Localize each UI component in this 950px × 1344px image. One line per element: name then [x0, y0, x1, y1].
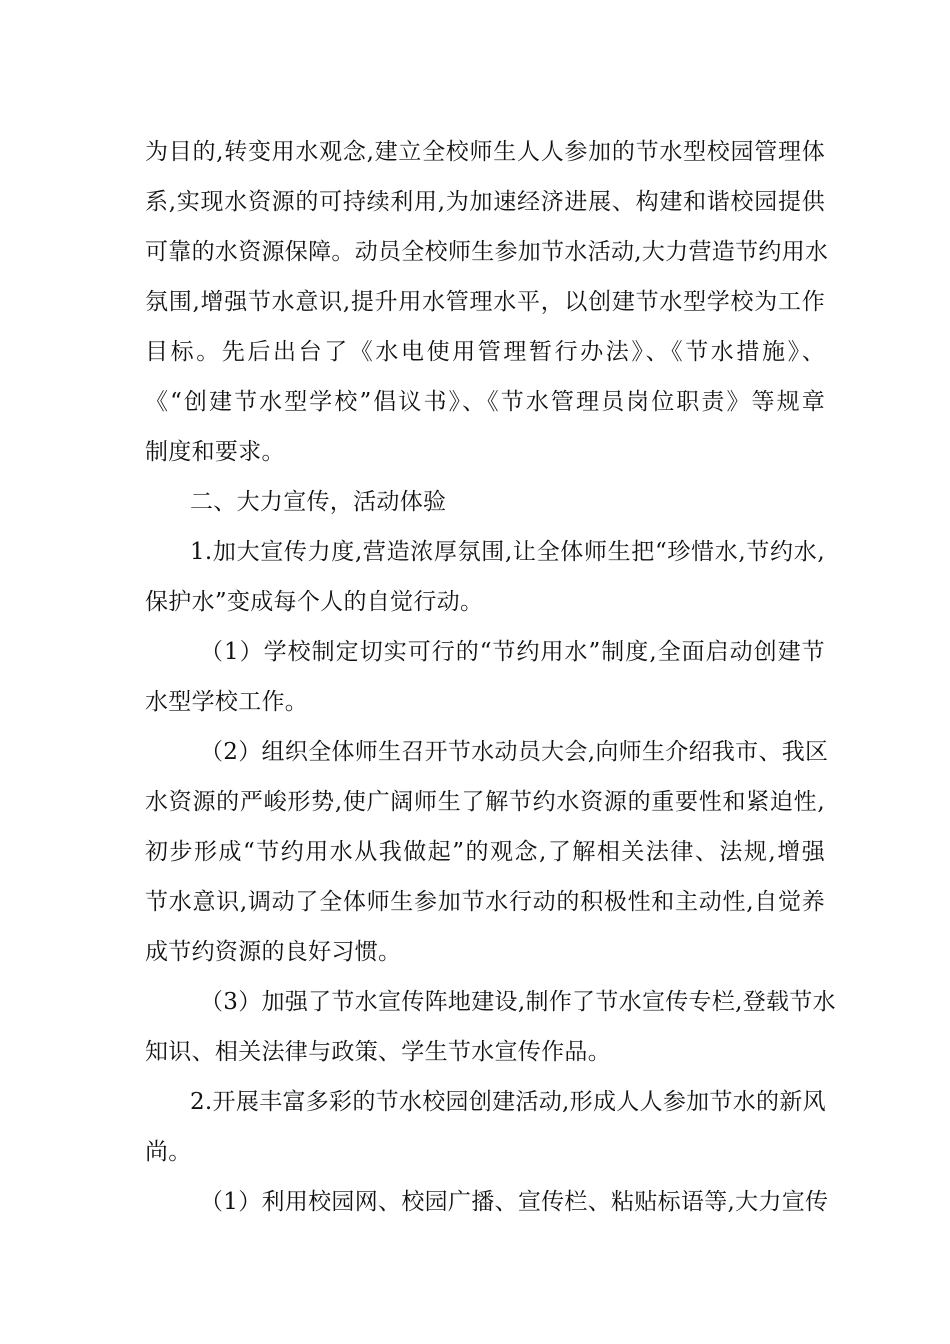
body-text-line: 系,实现水资源的可持续利用,为加速经济进展、构建和谐校园提供 [145, 189, 825, 215]
body-text-line: 节水意识,调动了全体师生参加节水行动的积极性和主动性,自觉养 [145, 889, 825, 915]
body-text-line: 初步形成“节约用水从我做起”的观念,了解相关法律、法规,增强 [145, 839, 825, 865]
body-text-line: （2）组织全体师生召开节水动员大会,向师生介绍我市、我区 [200, 739, 829, 765]
body-text-line: （3）加强了节水宣传阵地建设,制作了节水宣传专栏,登载节水 [200, 989, 836, 1015]
body-text-line: 《“创建节水型学校”倡议书》、《节水管理员岗位职责》等规章 [145, 389, 825, 415]
body-text-line: （1）学校制定切实可行的“节约用水”制度,全面启动创建节 [200, 639, 825, 665]
body-text-line: 2.开展丰富多彩的节水校园创建活动,形成人人参加节水的新风 [190, 1089, 826, 1115]
body-text-line: （1）利用校园网、校园广播、宣传栏、粘贴标语等,大力宣传 [200, 1189, 829, 1215]
body-text-line: 知识、相关法律与政策、学生节水宣传作品。 [145, 1039, 611, 1065]
body-text-line: 成节约资源的良好习惯。 [145, 939, 402, 965]
body-text-line: 目标。先后出台了《水电使用管理暂行办法》、《节水措施》、 [145, 339, 825, 365]
section-heading: 二、大力宣传，活动体验 [190, 489, 447, 515]
body-text-line: 氛围,增强节水意识,提升用水管理水平，以创建节水型学校为工作 [145, 289, 825, 315]
body-text-line: 水资源的严峻形势,使广阔师生了解节约水资源的重要性和紧迫性, [145, 789, 825, 815]
body-text-line: 1.加大宣传力度,营造浓厚氛围,让全体师生把“珍惜水,节约水, [190, 539, 825, 565]
body-text-line: 保护水”变成每个人的自觉行动。 [145, 589, 484, 615]
body-text-line: 水型学校工作。 [145, 689, 309, 715]
body-text-line: 制度和要求。 [145, 439, 285, 465]
body-text-line: 可靠的水资源保障。动员全校师生参加节水活动,大力营造节约用水 [145, 239, 829, 265]
body-text-line: 尚。 [145, 1139, 192, 1165]
body-text-line: 为目的,转变用水观念,建立全校师生人人参加的节水型校园管理体 [145, 139, 825, 165]
